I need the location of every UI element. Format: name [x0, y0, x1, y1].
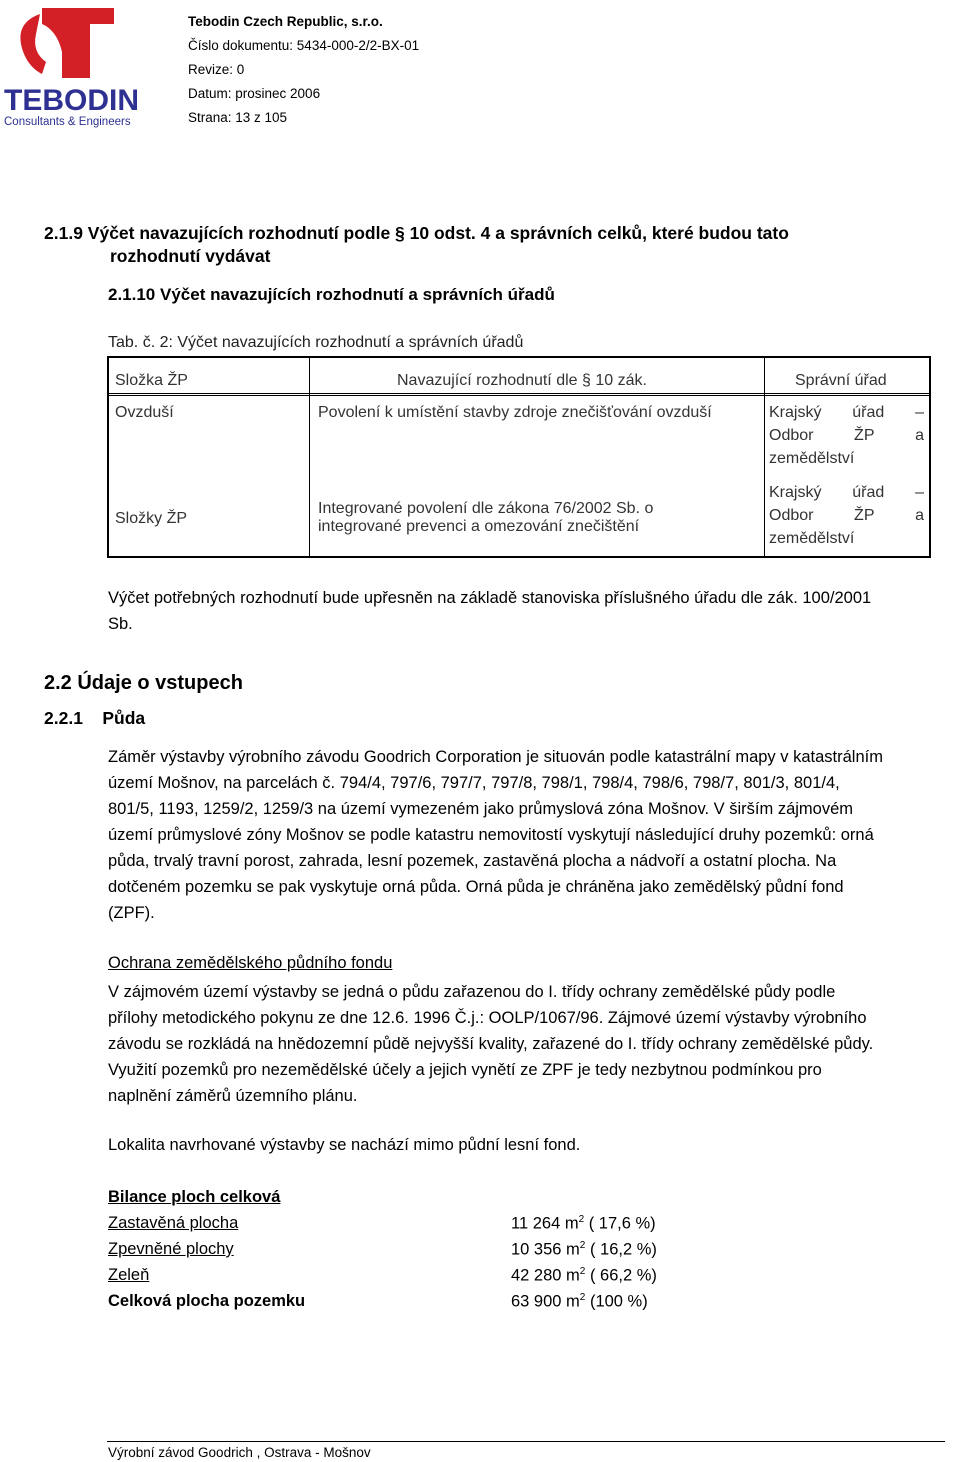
- balance-row: Zpevněné plochy 10 356 $m^2$ ( 16,2 %): [108, 1240, 657, 1259]
- table-row-2-component: Složky ŽP: [115, 510, 188, 527]
- table-caption: Tab. č. 2: Výčet navazujících rozhodnutí a správních úřadů: [108, 334, 524, 351]
- header-date: Datum: prosinec 2006: [188, 86, 321, 101]
- footer-rule: [107, 1441, 945, 1442]
- table-row-2-decision-line1: Integrované povolení dle zákona 76/2002 Sb. o: [318, 500, 654, 517]
- balance-total-row: Celková plocha pozemku 63 900 $m^2$ (100 %): [108, 1292, 648, 1311]
- forest-note: Lokalita navrhované výstavby se nachází mimo půdní lesní fond.: [108, 1136, 581, 1154]
- decisions-table: [107, 356, 931, 558]
- table-header-authority: Správní úřad: [795, 372, 887, 389]
- header-page: Strana: 13 z 105: [188, 110, 288, 125]
- tebodin-logo: [2, 4, 154, 128]
- section-2-1-9-title-cont: rozhodnutí vydávat: [110, 246, 271, 266]
- balance-row: Zeleň 42 280 $m^2$ ( 66,2 %): [108, 1266, 657, 1285]
- table-row-1-component: Ovzduší: [115, 404, 174, 421]
- table-row-1-decision: Povolení k umístění stavby zdroje znečišťování ovzduší: [318, 404, 712, 421]
- header-doc-number: Číslo dokumentu: 5434-000-2/2-BX-01: [188, 38, 420, 53]
- header-revision: Revize: 0: [188, 62, 245, 77]
- logo-tagline: Consultants & Engineers: [4, 116, 131, 128]
- header-company: Tebodin Czech Republic, s.r.o.: [188, 14, 383, 29]
- decisions-note-cont: Sb.: [108, 615, 133, 633]
- table-header-component: Složka ŽP: [115, 372, 188, 389]
- table-header-decision: Navazující rozhodnutí dle § 10 zák.: [397, 372, 647, 389]
- zpf-paragraph: V zájmovém území výstavby se jedná o půdu zařazenou do I. třídy ochrany zemědělské půdy podle přílohy metodického pokynu ze dne 12.6. 1996 Č.j.: OOLP/1067/96. Zájmové území výstavby výrobního závodu se rozkládá na hnědozemní půdě nejvyšší kvality, zařazené do I. třídy ochrany zemědělské půdy. Využití pozemků pro nezemědělské účely a jejich vynětí ze ZPF je tedy nezbytnou podmínkou pro naplnění záměrů územního plánu.: [108, 983, 874, 1105]
- balance-heading: Bilance ploch celková: [108, 1188, 281, 1206]
- section-2-1-9-title: 2.1.9 Výčet navazujících rozhodnutí podle § 10 odst. 4 a správních celků, které budou tato: [44, 223, 789, 243]
- footer-text: Výrobní závod Goodrich , Ostrava - Mošnov: [108, 1445, 371, 1460]
- section-2-1-10-title: 2.1.10 Výčet navazujících rozhodnutí a správních úřadů: [108, 285, 555, 304]
- section-2-2-1-title: 2.2.1 Půda: [44, 708, 146, 728]
- table-row-2-decision-line2: integrované prevenci a omezování znečištění: [318, 518, 640, 535]
- table-row-1-authority: Krajský úřad – Odbor ŽP a zemědělství: [769, 404, 924, 467]
- logo-name: TEBODIN: [4, 84, 139, 117]
- decisions-note: Výčet potřebných rozhodnutí bude upřesněn na základě stanoviska příslušného úřadu dle zák. 100/2001: [108, 589, 872, 607]
- zpf-heading: Ochrana zemědělského půdního fondu: [108, 954, 393, 972]
- table-row-2-authority: Krajský úřad – Odbor ŽP a zemědělství: [769, 484, 924, 547]
- balance-row: Zastavěná plocha 11 264 $m^2$ ( 17,6 %): [108, 1214, 656, 1233]
- soil-paragraph: Záměr výstavby výrobního závodu Goodrich Corporation je situován podle katastrální mapy v katastrálním území Mošnov, na parcelách č. 794/4, 797/6, 797/7, 797/8, 798/1, 798/4, 798/6, 798/7, 801/3, 801/4, 801/5, 1193, 1259/2, 1259/3 na území vymezeném jako průmyslová zóna Mošnov. V širším zájmovém území průmyslové zóny Mošnov se podle katastru nemovitostí vyskytují následující druhy pozemků: orná půda, trvalý travní porost, zahrada, lesní pozemek, zastavěná plocha a nádvoří a ostatní plocha. Na dotčeném pozemku se pak vyskytuje orná půda. Orná půda je chráněna jako zemědělský půdní fond (ZPF).: [108, 748, 883, 922]
- section-2-2-title: 2.2 Údaje o vstupech: [44, 672, 243, 694]
